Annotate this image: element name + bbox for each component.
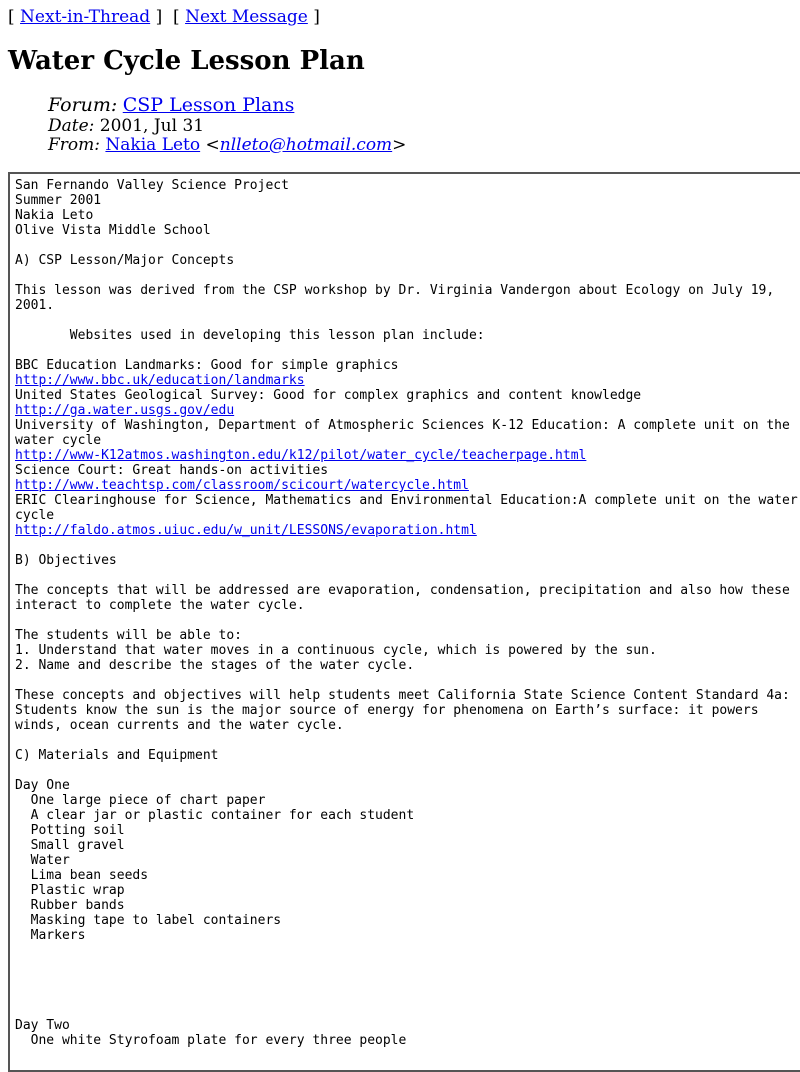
email-close-bracket: >	[392, 135, 407, 155]
forum-row	[48, 96, 406, 117]
body-intro: San Fernando Valley Science Project Summer 2001 Nakia Leto Olive Vista Middle School A) CSP Lesson/Major Concepts This lesson was derived from the CSP workshop by Dr. Virginia Vandergon about Ecology on July 19, 2001. Websites used in developing this lesson plan include: BBC Education Landmarks: Good for simple graphics	[15, 178, 775, 373]
forum-link[interactable]: CSP Lesson Plans	[122, 94, 295, 116]
date-value: 2001, Jul 31	[99, 115, 205, 136]
date-row	[48, 117, 406, 137]
author-link[interactable]: Nakia Leto	[105, 135, 201, 155]
body-eric-text: ERIC Clearinghouse for Science, Mathematics and Environmental Education:A complete unit on the water cycle	[15, 493, 798, 523]
forum-label: Forum:	[48, 94, 118, 116]
nav-bar	[8, 6, 320, 28]
nav-bracket-close: ]	[307, 7, 320, 27]
website-link-bbc[interactable]: http://www.bbc.uk/education/landmarks	[15, 373, 305, 388]
page-title: Water Cycle Lesson Plan	[8, 46, 365, 76]
message-meta	[48, 96, 406, 156]
body-objectives-and-materials: B) Objectives The concepts that will be addressed are evaporation, condensation, precipitation and also how these interact to complete the water cycle. The students will be able to: 1. Understand that water moves in a continuous cycle, which is powered by the sun. 2. Name and describe the stages of the water cycle. These concepts and objectives will help students meet California State Science Content Standard 4a: Students know the sun is the major source of energy for phenomena on Earth’s surface: it powers winds, ocean currents and the water cycle. C) Materials and Equipment Day One One large piece of chart paper A clear jar or plastic container for each student Potting soil Small gravel Water Lima bean seeds Plastic wrap Rubber bands Masking tape to label containers Markers Day Two One white Styrofoam plate for every three people	[15, 553, 790, 1048]
next-message-link[interactable]: Next Message	[185, 7, 308, 27]
website-link-uw[interactable]: http://www-K12atmos.washington.edu/k12/pilot/water_cycle/teacherpage.html	[15, 448, 587, 463]
body-uw-text: University of Washington, Department of Atmospheric Sciences K-12 Education: A complete unit on the water cycle	[15, 418, 790, 448]
nav-separator: ] [	[150, 7, 186, 27]
from-label: From:	[48, 135, 101, 155]
email-open-bracket: <	[200, 135, 220, 155]
website-link-science-court[interactable]: http://www.teachtsp.com/classroom/scicourt/watercycle.html	[15, 478, 469, 493]
from-row	[48, 136, 406, 156]
website-link-usgs[interactable]: http://ga.water.usgs.gov/edu	[15, 403, 235, 418]
nav-bracket-open: [	[8, 7, 21, 27]
message-body	[15, 178, 800, 1048]
body-usgs-text: United States Geological Survey: Good for complex graphics and content knowledge	[15, 388, 642, 403]
body-science-court-text: Science Court: Great hands-on activities	[15, 463, 329, 478]
website-link-eric[interactable]: http://faldo.atmos.uiuc.edu/w_unit/LESSONS/evaporation.html	[15, 523, 477, 538]
date-label: Date:	[48, 115, 95, 136]
next-in-thread-link[interactable]: Next-in-Thread	[20, 7, 151, 27]
author-email-link[interactable]: nlleto@hotmail.com	[219, 135, 393, 155]
